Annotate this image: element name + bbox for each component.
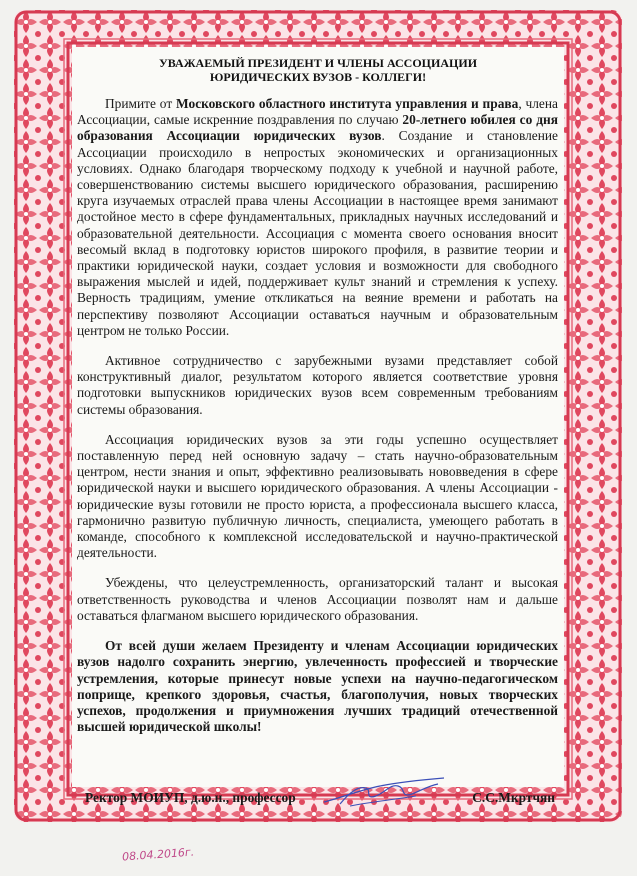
p1-text-e: . Создание и становление Ассоциации происходило в непростых экономических и организационных условиях. Однако благодаря творческому подходу к учебной и научной работе, совершенствованию системы высшего юридического образования, расширению круга изучаемых отраслей права члены Ассоциации в настоящее время занимают достойное место в сфере фундаментальных, прикладных научных исследований и образовательной деятельности. Ассоциация с момента своего основания вносит весомый вклад в подготовку юристов широкого профиля, в развитие теории и практики юридической науки, создает условия и возможности для свободного выражения мыслей и идей, поддерживает культ знаний и стремления к успеху. Верность традициям, умение откликаться на веяние времени и работать на перспективу позволяют Ассоциации оставаться научным и образовательным центром не только России. xyxy=(77,128,558,338)
paragraph-1 xyxy=(77,96,558,339)
signature-line xyxy=(85,790,555,810)
anniversary-phrase: 20-летнего юбилея со дня образования Ассоциации юридических вузов xyxy=(77,112,558,144)
document-title xyxy=(80,56,556,84)
title-line-1: УВАЖАЕМЫЙ ПРЕЗИДЕНТ И ЧЛЕНЫ АССОЦИАЦИИ xyxy=(158,56,478,70)
p1-text-a: Примите от xyxy=(105,96,177,111)
paragraph-4: Убеждены, что целеустремленность, организаторский талант и высокая ответственность руководства и членов Ассоциации позволят нам и дальше оставаться флагманом высшего юридического образования. xyxy=(77,575,558,623)
institute-name: Московского областного института управления и права xyxy=(176,96,519,111)
paragraph-wishes: От всей души желаем Президенту и членам Ассоциации юридических вузов надолго сохранить энергию, увлеченность профессией и творческие устремления, которые принесут новые успехи на научно-педагогическом поприще, крепкого здоровья, счастья, благополучия, новых творческих успехов, продолжения и приумножения лучших традиций отечественной высшей юридической школы! xyxy=(77,638,558,735)
signer-name: С.С.Мкртчян xyxy=(472,790,555,805)
paragraph-2: Активное сотрудничество с зарубежными вузами представляет собой конструктивный диалог, результатом которого является соответствие уровня подготовки выпускников юридических вузов всем современным требованиям системы образования. xyxy=(77,353,558,417)
p1-text-c: , члена Ассоциации, самые искренние поздравления по случаю xyxy=(77,96,558,128)
handwritten-date: 08.04.2016г. xyxy=(121,845,195,864)
paragraph-3: Ассоциация юридических вузов за эти годы успешно осуществляет поставленную перед ней основную задачу – стать научно-образовательным центром, нести знания и опыт, эффективно реализовывать нововведения в сфере юридической науки и высшего юридического образования. А члены Ассоциации - юридические вузы готовили не просто юриста, а профессионала высшего класса, гармонично развитую публичную личность, специалиста, умеющего работать в команде, способного к комплексной исследовательской и научно-практической деятельности. xyxy=(77,431,558,561)
signer-position: Ректор МОИУП, д.ю.н., профессор xyxy=(85,790,296,805)
letter-body xyxy=(77,96,558,749)
title-line-2: ЮРИДИЧЕСКИХ ВУЗОВ - КОЛЛЕГИ! xyxy=(209,70,427,84)
